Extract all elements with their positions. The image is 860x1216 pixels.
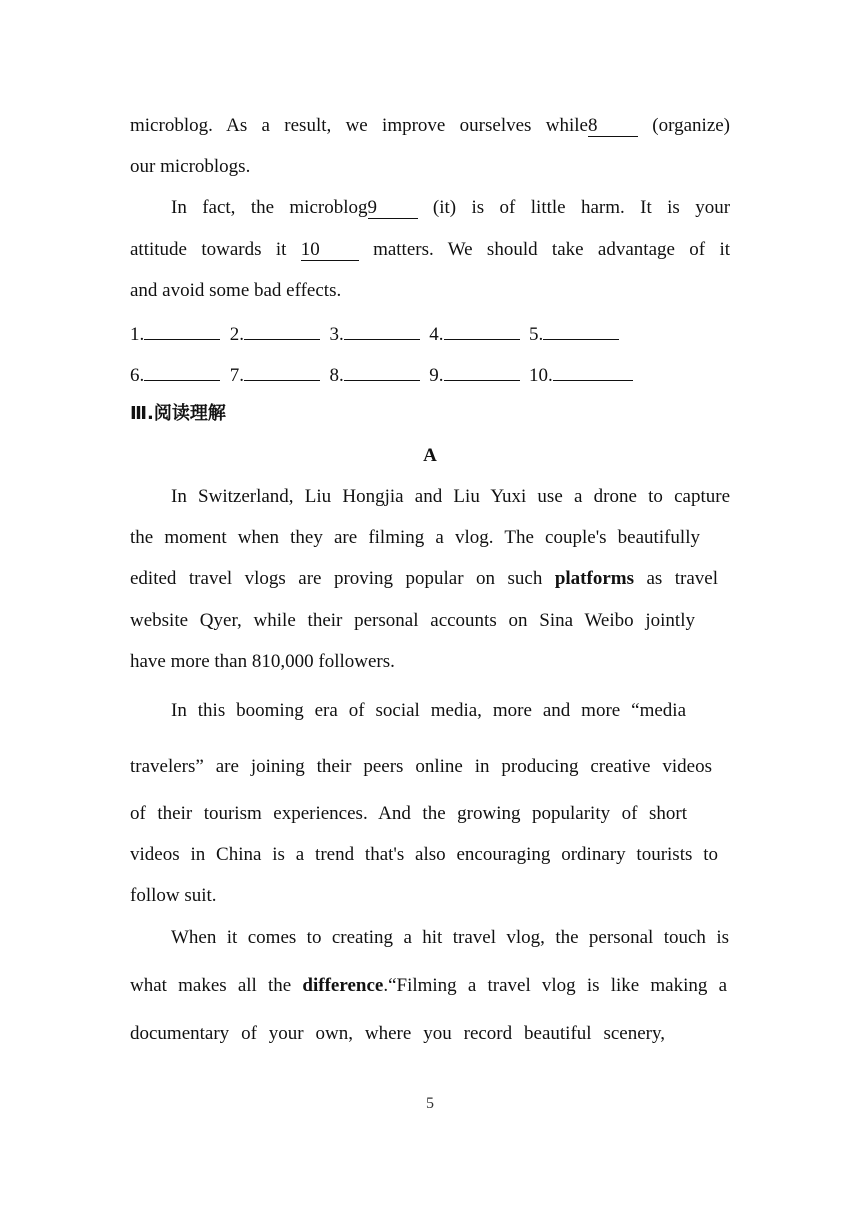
text-line (130, 114, 730, 138)
answer-underline (244, 321, 320, 340)
answer-row (130, 321, 730, 347)
text-line: follow suit. (130, 885, 217, 906)
text-line: When it comes to creating a hit travel vlog, the personal touch is (171, 927, 729, 948)
answer-slot (429, 321, 519, 347)
text-line (130, 567, 718, 591)
text-line (130, 196, 730, 220)
text-line: the moment when they are filming a vlog. The couple's beautifully (130, 527, 700, 548)
page-number: 5 (426, 1095, 434, 1112)
answer-underline (144, 321, 220, 340)
answer-underline (244, 362, 320, 381)
answer-underline (144, 362, 220, 381)
answer-number: 1. (130, 324, 145, 345)
passage-label: A (423, 445, 437, 466)
answer-slot (330, 321, 420, 347)
text-span: attitude towards it (130, 239, 287, 260)
section-heading: Ⅲ.阅读理解 (130, 403, 226, 424)
blank-8: 8 (588, 116, 638, 137)
bold-word: difference (302, 975, 384, 996)
text-span: (it) is of little harm. It is your (432, 197, 731, 218)
text-span: (organize) (652, 115, 731, 136)
answer-slot (230, 362, 320, 388)
blank-9: 9 (368, 198, 418, 219)
answer-number: 4. (429, 324, 444, 345)
answer-underline (344, 362, 420, 381)
text-span: what makes all the (130, 975, 292, 996)
answer-number: 10. (529, 365, 553, 386)
answer-slot (330, 362, 420, 388)
answer-number: 2. (229, 324, 244, 345)
answer-underline (444, 362, 520, 381)
answer-number: 7. (229, 365, 244, 386)
text-line: and avoid some bad effects. (130, 280, 342, 301)
blank-10: 10 (301, 240, 359, 261)
answer-slot (230, 321, 320, 347)
answer-underline (444, 321, 520, 340)
text-line: website Qyer, while their personal accounts on Sina Weibo jointly (130, 610, 695, 631)
answer-number: 5. (529, 324, 544, 345)
text-span: In fact, the microblog (171, 197, 368, 218)
text-line: videos in China is a trend that's also encouraging ordinary tourists to (130, 844, 718, 865)
answer-number: 9. (429, 365, 444, 386)
text-span: edited travel vlogs are proving popular on such (130, 568, 543, 589)
text-line: In Switzerland, Liu Hongjia and Liu Yuxi use a drone to capture (171, 486, 730, 507)
text-line (130, 974, 727, 998)
text-span: as travel (646, 568, 719, 589)
answer-underline (543, 321, 619, 340)
text-line: In this booming era of social media, more and more “media (171, 700, 686, 721)
answer-slot (429, 362, 519, 388)
bold-word: platforms (554, 568, 634, 589)
text-line: have more than 810,000 followers. (130, 651, 395, 672)
text-span: microblog. As a result, we improve ourselves while (130, 115, 588, 136)
answer-number: 6. (130, 365, 145, 386)
answer-slot (130, 321, 220, 347)
answer-slot (529, 362, 633, 388)
answer-row (130, 362, 730, 388)
answer-slot (529, 321, 619, 347)
answer-slot (130, 362, 220, 388)
text-span: matters. We should take advantage of it (373, 239, 730, 260)
text-line: documentary of your own, where you record beautiful scenery, (130, 1023, 665, 1044)
answer-underline (344, 321, 420, 340)
answer-number: 3. (329, 324, 344, 345)
text-span: .“Filming a travel vlog is like making a (383, 975, 728, 996)
answer-underline (553, 362, 633, 381)
text-line: our microblogs. (130, 156, 251, 177)
text-line: of their tourism experiences. And the growing popularity of short (130, 803, 687, 824)
answer-number: 8. (329, 365, 344, 386)
text-line (130, 238, 730, 262)
text-line: travelers” are joining their peers online in producing creative videos (130, 756, 712, 777)
